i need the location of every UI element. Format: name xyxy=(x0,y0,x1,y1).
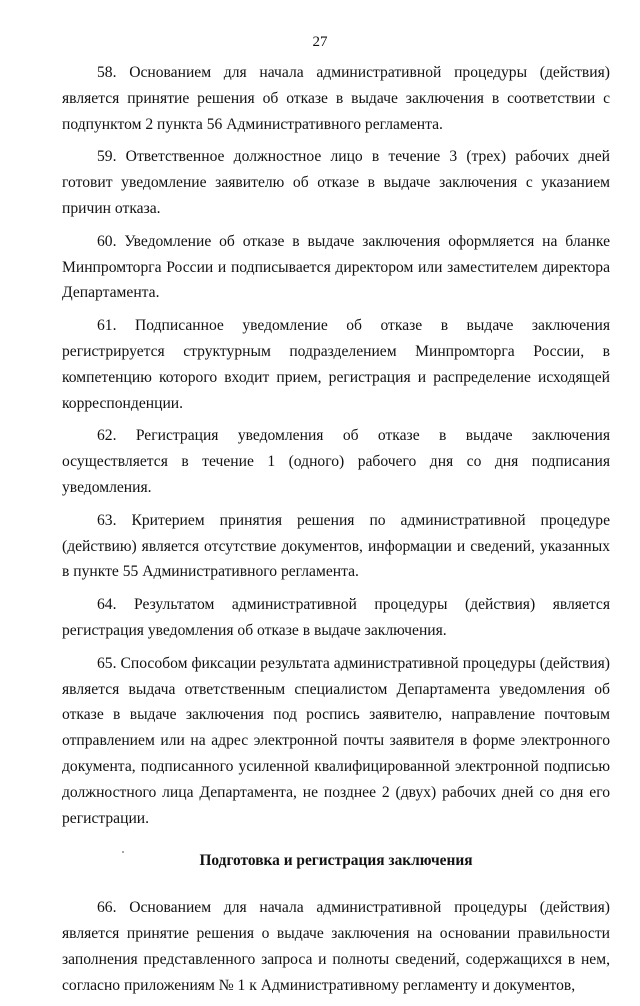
paragraph-66: 66. Основанием для начала административной процедуры (действия) является принятие решения о выдаче заключения на основании правильности заполнения представленного запроса и полноты сведений, содержащихся в нем, согласно приложениям № 1 к Административному регламенту и документов, xyxy=(62,899,610,994)
paragraph-61: 61. Подписанное уведомление об отказе в выдаче заключения регистрируется структурным подразделением Минпромторга России, в компетенцию которого входит прием, регистрация и распределение исходящей корреспонденции. xyxy=(62,317,610,412)
document-body xyxy=(62,60,610,1006)
paragraph-63: 63. Критерием принятия решения по административной процедуре (действию) является отсутствие документов, информации и сведений, указанных в пункте 55 Административного регламента. xyxy=(62,511,610,581)
scan-speck xyxy=(122,851,124,853)
paragraph-65: 65. Способом фиксации результата административной процедуры (действия) является выдача ответственным специалистом Департамента уведомления об отказе в выдаче заключения под роспись заявителю, направление почтовым отправлением или на адрес электронной почты заявителя в форме электронного документа, подписанного усиленной квалифицированной электронной подписью должностного лица Департамента, не позднее 2 (двух) рабочих дней со дня его регистрации. xyxy=(62,654,610,827)
paragraph-64: 64. Результатом административной процедуры (действия) является регистрация уведомления об отказе в выдаче заключения. xyxy=(62,596,610,639)
page-number: 27 xyxy=(312,34,328,50)
paragraph-62: 62. Регистрация уведомления об отказе в выдаче заключения осуществляется в течение 1 (одного) рабочего дня со дня подписания уведомления. xyxy=(62,427,610,496)
section-heading: Подготовка и регистрация заключения xyxy=(199,852,473,870)
paragraph-58: 58. Основанием для начала административной процедуры (действия) является принятие решения об отказе в выдаче заключения в соответствии с подпунктом 2 пункта 56 Административного регламента. xyxy=(62,64,610,133)
paragraph-60: 60. Уведомление об отказе в выдаче заключения оформляется на бланке Минпромторга России и подписывается директором или заместителем директора Департамента. xyxy=(62,232,610,302)
paragraph-59: 59. Ответственное должностное лицо в течение 3 (трех) рабочих дней готовит уведомление заявителю об отказе в выдаче заключения с указанием причин отказа. xyxy=(62,148,610,217)
